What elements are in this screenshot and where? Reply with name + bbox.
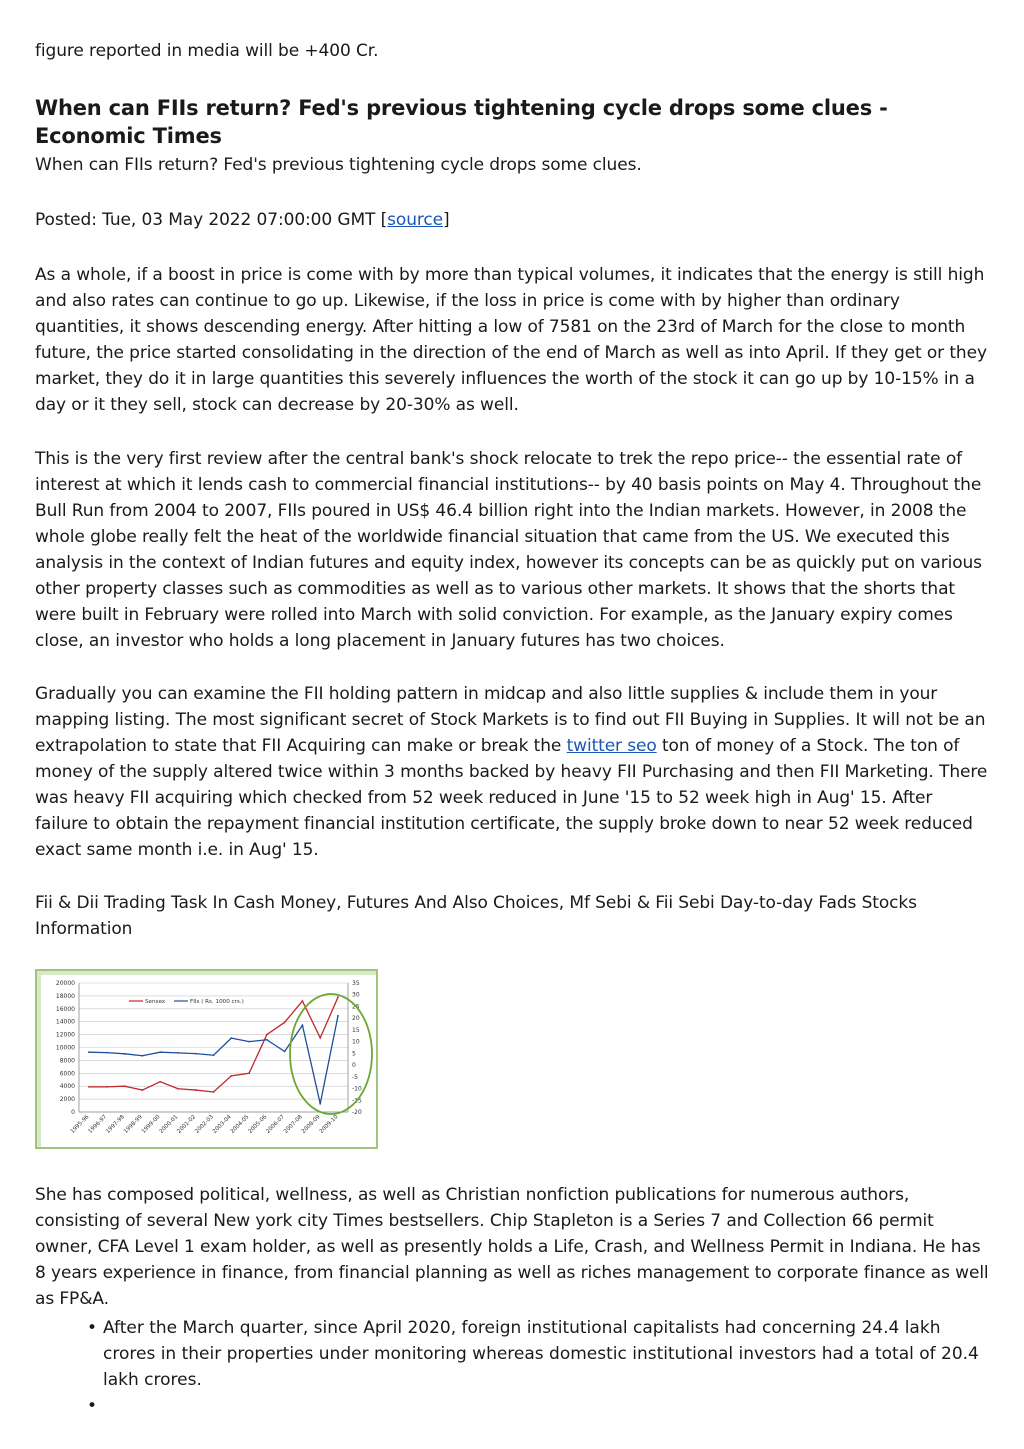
sensex-point: [319, 1037, 321, 1039]
x-tick-label: 2000-01: [158, 1114, 180, 1135]
sensex-point: [248, 1072, 250, 1074]
fii-point: [88, 1051, 90, 1053]
fii-point: [302, 1024, 304, 1026]
left-tick-label: 0: [71, 1109, 75, 1116]
right-tick-label: 0: [352, 1062, 356, 1070]
right-tick-label: 5: [352, 1050, 356, 1058]
right-tick-label: 30: [352, 991, 360, 999]
legend-label: Sensex: [145, 999, 166, 1005]
fii-point: [337, 1015, 339, 1017]
fii-point: [177, 1052, 179, 1054]
fii-point: [141, 1055, 143, 1057]
x-tick-label: 2007-08: [283, 1114, 304, 1135]
left-tick-label: 2000: [59, 1096, 75, 1104]
sensex-point: [159, 1081, 161, 1083]
intro-fragment: figure reported in media will be +400 Cr.: [35, 41, 379, 61]
fii-point: [124, 1053, 126, 1055]
left-tick-label: 6000: [59, 1070, 75, 1078]
x-tick-label: 2006-07: [265, 1114, 287, 1135]
left-tick-label: 16000: [55, 1005, 75, 1013]
sensex-point: [88, 1086, 90, 1088]
fii-point: [248, 1041, 250, 1043]
left-tick-label: 14000: [55, 1018, 75, 1026]
paragraph-4: Fii & Dii Trading Task In Cash Money, Futures And Also Choices, Mf Sebi & Fii Sebi Day-to-day Fads Stocks Information: [35, 893, 917, 939]
paragraph-3: [35, 681, 990, 863]
fii-point: [266, 1039, 268, 1041]
right-tick-label: -15: [352, 1097, 362, 1105]
fii-point: [213, 1054, 215, 1056]
fii-point: [284, 1051, 286, 1053]
x-tick-label: 1998-99: [123, 1114, 144, 1135]
sensex-point: [106, 1086, 108, 1088]
x-tick-label: 2009-10: [318, 1114, 340, 1135]
sensex-point: [284, 1021, 286, 1023]
right-tick-label: -5: [352, 1073, 358, 1081]
sensex-fii-chart: [41, 975, 376, 1147]
x-tick-label: 1995-96: [69, 1114, 91, 1135]
fii-point: [319, 1103, 321, 1105]
sensex-point: [177, 1088, 179, 1090]
right-tick-label: -20: [352, 1109, 362, 1116]
posted-date: Posted: Tue, 03 May 2022 07:00:00 GMT [: [35, 210, 388, 230]
right-tick-label: -10: [352, 1085, 362, 1093]
x-tick-label: 2004-05: [229, 1114, 251, 1135]
fii-point: [230, 1037, 232, 1039]
sensex-fii-chart-image: [35, 969, 378, 1149]
x-tick-label: 1997-98: [105, 1114, 126, 1135]
right-tick-label: 10: [352, 1038, 360, 1046]
x-tick-label: 2005-06: [247, 1114, 269, 1135]
left-tick-label: 12000: [55, 1031, 75, 1039]
fii-point: [106, 1052, 108, 1054]
fii-point: [195, 1053, 197, 1055]
paragraph-5: She has composed political, wellness, as well as Christian nonfiction publications for numerous authors, consisting of several New york city Times bestsellers. Chip Stapleton is a Series 7 and Collection 66 permit owner, CFA Level 1 exam holder, as well as presently holds a Life, Crash, and Wellness Permit in Indiana. He has 8 years experience in finance, from financial planning as well as riches management to corporate finance as well as FP&A.: [35, 1185, 989, 1309]
legend-label: FIIs ( Rs. 1000 crs.): [190, 999, 244, 1005]
sensex-point: [195, 1089, 197, 1091]
paragraph-3-start: Gradually you can examine the FII holding pattern in midcap and also little supplies & include them in your mapping listing. The most significant secret of Stock Markets is to find out FII Buying in Supplies. It will not be an extrapolation to state that FII Acquiring can make or break the: [35, 684, 986, 756]
left-tick-label: 4000: [59, 1083, 75, 1091]
left-tick-label: 8000: [59, 1057, 75, 1065]
x-tick-label: 1999-00: [140, 1114, 162, 1135]
x-tick-label: 2003-04: [211, 1114, 233, 1135]
right-tick-label: 35: [352, 980, 360, 987]
x-tick-label: 2002-03: [194, 1114, 215, 1135]
article-title: When can FIIs return? Fed's previous tightening cycle drops some clues - Economic Times: [35, 96, 888, 148]
posted-line: [35, 207, 450, 233]
article-subtitle: When can FIIs return? Fed's previous tightening cycle drops some clues.: [35, 155, 642, 175]
sensex-point: [302, 1000, 304, 1002]
paragraph-2: This is the very first review after the central bank's shock relocate to trek the repo price-- the essential rate of interest at which it lends cash to commercial financial institutions-- by 40 basis points on May 4. Throughout the Bull Run from 2004 to 2007, FIIs poured in US$ 46.4 billion right into the Indian markets. However, in 2008 the whole globe really felt the heat of the worldwide financial situation that came from the US. We executed this analysis in the context of Indian futures and equity index, however its concepts can be as quickly put on various other property classes such as commodities as well as to various other markets. It shows that the shorts that were built in February were rolled into March with solid conviction. For example, as the January expiry comes close, an investor who holds a long placement in January futures has two choices.: [35, 449, 982, 651]
left-tick-label: 20000: [55, 980, 75, 987]
right-tick-label: 15: [352, 1026, 360, 1034]
fii-point: [159, 1051, 161, 1053]
left-tick-label: 10000: [55, 1044, 75, 1052]
sensex-point: [230, 1075, 232, 1077]
twitter-seo-link[interactable]: twitter seo: [566, 736, 657, 756]
sensex-point: [213, 1091, 215, 1093]
right-tick-label: 20: [352, 1015, 360, 1023]
sensex-point: [266, 1034, 268, 1036]
paragraph-1: As a whole, if a boost in price is come with by more than typical volumes, it indicates that the energy is still high and also rates can continue to go up. Likewise, if the loss in price is come with by higher than ordinary quantities, it shows descending energy. After hitting a low of 7581 on the 23rd of March for the close to month future, the price started consolidating in the direction of the end of March as well as into April. If they get or they market, they do it in large quantities this severely influences the worth of the stock it can go up by 10-15% in a day or it they sell, stock can decrease by 20-30% as well.: [35, 265, 987, 415]
source-link[interactable]: source: [387, 210, 444, 230]
x-tick-label: 2001-02: [176, 1114, 198, 1135]
x-tick-label: 2008-09: [300, 1114, 322, 1135]
sensex-point: [124, 1085, 126, 1087]
x-tick-label: 1996-97: [87, 1114, 109, 1135]
bullet-list: [87, 1315, 987, 1419]
sensex-point: [141, 1089, 143, 1091]
left-tick-label: 18000: [55, 992, 75, 1000]
right-tick-label: 25: [352, 1003, 360, 1011]
paragraph-3-end: ton of money of a Stock. The ton of money of the supply altered twice within 3 months backed by heavy FII Purchasing and then FII Marketing. There was heavy FII acquiring which checked from 52 week reduced in June '15 to 52 week high in Aug' 15. After failure to obtain the repayment financial institution certificate, the supply broke down to near 52 week reduced exact same month i.e. in Aug' 15.: [35, 736, 988, 860]
list-item: • After the March quarter, since April 2020, foreign institutional capitalists had concerning 24.4 lakh crores in their properties under monitoring whereas domestic institutional investors had a total of 20.4 lakh crores.: [87, 1315, 987, 1393]
list-item: [87, 1393, 987, 1419]
posted-suffix: ]: [443, 210, 450, 230]
sensex-point: [337, 996, 339, 998]
